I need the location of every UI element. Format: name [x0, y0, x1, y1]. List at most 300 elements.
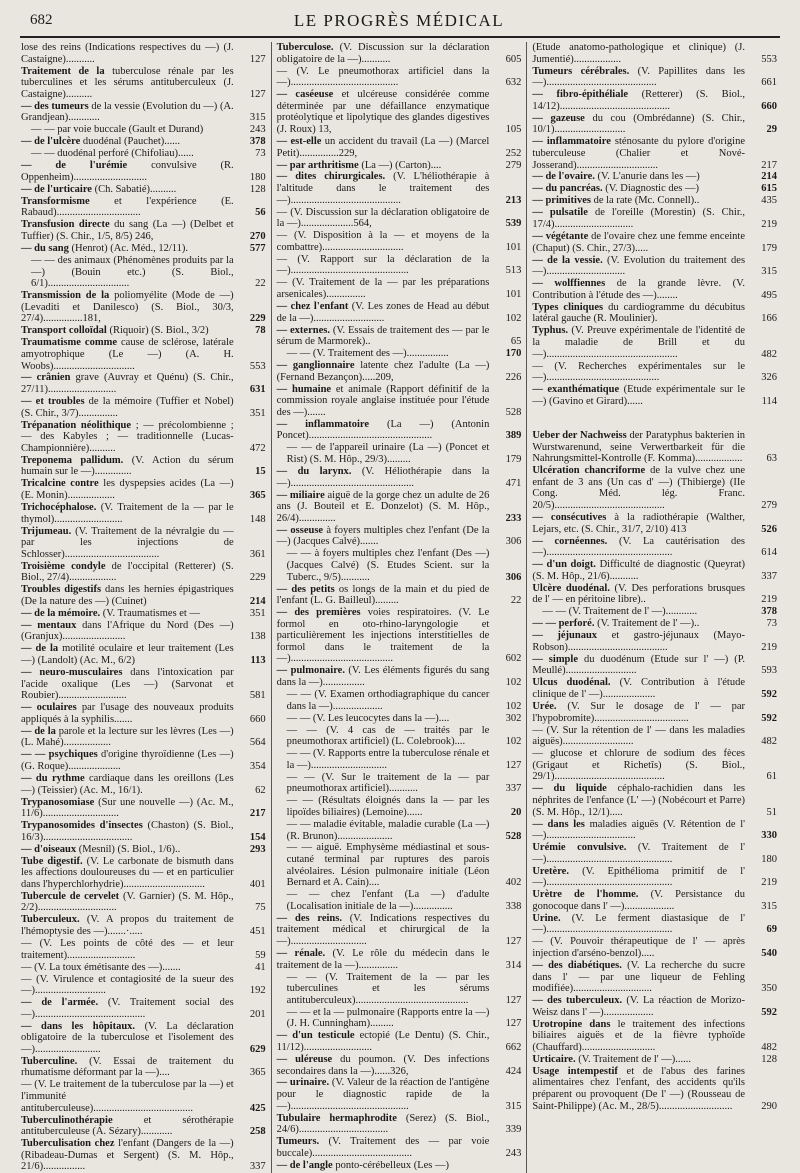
entry-page-number: 219 [761, 641, 778, 653]
entry-page-number: 338 [505, 900, 522, 912]
index-entry [21, 243, 266, 255]
entry-text [532, 89, 745, 112]
entry-text [277, 325, 490, 348]
entry-text [21, 502, 234, 525]
entry-heading: — miliaire [276, 489, 325, 501]
entry-body: d'origine thyroïdienne (Les —) (G. Roque).................... [21, 749, 234, 772]
entry-text [277, 42, 490, 65]
index-entry [277, 842, 522, 888]
entry-body: (V. Traumatismes et — [100, 607, 200, 619]
entry-body: (Etude anatomo-pathologique et clinique) (J. Jumentié).................. [532, 42, 746, 65]
entry-page-number: 306 [505, 536, 522, 548]
entry-text [287, 725, 490, 748]
entry-page-number: 279 [761, 500, 778, 511]
entry-page-number: 59 [255, 949, 266, 961]
index-entry [532, 42, 777, 65]
entry-text [287, 1007, 490, 1030]
entry-text [21, 620, 234, 643]
entry-body: (V. Discussion sur la déclaration obligatoire de la —)........... [276, 42, 490, 65]
entry-page-number: 226 [505, 371, 522, 383]
index-entry [532, 936, 777, 959]
entry-heading: — de l'urémie [21, 160, 128, 172]
entry-page-number: 615 [761, 183, 778, 195]
entry-page-number: 201 [249, 1008, 266, 1020]
entry-body: — — (V. 4 cas de — traités par le pneumothorax artificiel) (L. Colebrook).... [286, 724, 490, 748]
entry-text [277, 160, 490, 172]
entry-text [287, 795, 490, 818]
entry-body: (V. Diagnostic des —) [602, 183, 699, 195]
entry-page-number: 361 [249, 548, 266, 560]
entry-body: et ulcéreuse considérée comme déterminée par une défaillance enzymatique protéolytique et lipolytique des glandes digestives (J. Roux) 13, [276, 89, 490, 135]
entry-page-number: 293 [249, 843, 266, 855]
entry-page-number: 214 [249, 595, 266, 607]
entry-page-number: 217 [249, 808, 266, 820]
entry-body: (V. La cautérisation des —)................................................ [532, 535, 745, 559]
entry-body: — (V. Discussion sur la déclaration obligatoire de la —)....................564, [276, 206, 490, 230]
entry-page-number: 614 [761, 547, 778, 559]
index-entry [532, 195, 777, 207]
entry-heading: — des reins. [276, 912, 342, 924]
entry-body: motilité oculaire et leur traitement (Les —) (Landolt) (Ac. M., 6/2) [21, 643, 234, 667]
entry-page-number: 217 [761, 159, 778, 171]
entry-heading: — caséeuse [276, 89, 334, 101]
index-entry [532, 430, 777, 465]
entry-text [277, 665, 490, 688]
entry-heading: Tubulaire hermaphrodite [276, 1112, 397, 1124]
entry-text [532, 783, 745, 818]
entry-body: voies respiratoires. (V. Le formol en oto-rhino-laryngologie et particulièrement les injections interstitielles de formol dans le traitement de la —)....................................... [276, 607, 490, 665]
index-entry [21, 101, 266, 124]
entry-text [277, 490, 490, 525]
entry-text [21, 1021, 234, 1056]
entry-page-number: 378 [761, 606, 778, 618]
entry-page-number: 192 [249, 985, 266, 997]
entry-page-number: 219 [761, 594, 778, 606]
entry-text [31, 124, 234, 136]
index-entry [21, 1021, 266, 1056]
entry-heading: Transformisme [21, 195, 90, 207]
entry-heading: — et troubles [21, 396, 85, 408]
entry-heading: — des tumeurs [21, 100, 89, 112]
index-entry [21, 160, 266, 183]
entry-text [21, 1115, 234, 1138]
entry-heading: Usage intempestif [532, 1065, 618, 1077]
entry-text [21, 1056, 234, 1079]
index-entry [277, 772, 522, 795]
index-entry [21, 797, 266, 820]
index-entry [532, 66, 777, 89]
entry-body: — (V. Le traitement de la tuberculose par la —) et l'immunité antituberculeuse)...................................... [21, 1079, 234, 1114]
index-entry [532, 278, 777, 301]
entry-page-number: 61 [766, 771, 778, 783]
entry-body: ectopié (Le Dentu) (S. Chir., 11/12).......................... [276, 1030, 490, 1053]
entry-text [532, 465, 745, 511]
index-entry [21, 891, 266, 914]
entry-body: de la vulve chez une enfant de 3 ans (Un cas d' —) (Thibierge) (IIe Cong. Méd. lég. Franc. 20/5).......................................... [532, 465, 746, 511]
entry-text [21, 325, 234, 337]
index-entry [277, 889, 522, 912]
index-entry [277, 1030, 522, 1053]
entry-page-number: 378 [249, 136, 266, 148]
entry-page-number: 243 [505, 1147, 522, 1159]
index-entry [21, 124, 266, 136]
entry-page-number: 75 [255, 902, 266, 914]
entry-page-number: 233 [505, 512, 522, 524]
index-entry [277, 136, 522, 159]
entry-page-number: 229 [249, 313, 266, 325]
entry-body: l'enfant (Dangers de la —) (Ribadeau-Dumas et Sergent) (S. M. Hôp., 21/6)................ [21, 1138, 234, 1173]
index-entry [532, 748, 777, 783]
entry-page-number: 592 [761, 1006, 778, 1018]
entry-body: — — (V. Traitement de la — par les tuberculines et les sérums antituberculeux)........................................... [286, 971, 490, 1006]
entry-body: — (V. Recherches expérimentales sur le —)........................................... [532, 360, 746, 384]
entry-text [532, 302, 745, 325]
entry-text [21, 844, 234, 856]
index-entry [21, 42, 266, 65]
entry-page-number: 528 [505, 406, 522, 418]
index-entry [532, 630, 777, 653]
index-entry [532, 1019, 777, 1054]
entry-page-number: 78 [255, 325, 266, 337]
entry-heading: — d'oiseaux [21, 843, 77, 855]
entry-heading: — dites chirurgicales. [276, 171, 386, 183]
entry-body: (V. Le rôle du médecin dans le traitement de la —)............... [276, 948, 490, 971]
entry-body: parole et la lecture sur les lèvres (Les —) (L. Mahé).................. [21, 725, 234, 749]
entry-page-number: 472 [249, 442, 266, 454]
entry-text [21, 749, 234, 772]
entry-body: — — (V. Traitement des —)................ [286, 348, 449, 360]
entry-text [21, 243, 234, 255]
entry-text [287, 748, 490, 771]
entry-page-number: 351 [249, 407, 266, 419]
entry-text [542, 606, 745, 618]
entry-heading: — dans les [532, 818, 585, 830]
entry-body: du cou (Ombrédanne) (S. Chir., 10/1)........................... [532, 112, 746, 136]
entry-body: — (V. Sur la rétention de l' — dans les maladies aiguës)........................... [532, 724, 746, 748]
entry-page-number: 314 [505, 959, 522, 971]
entry-body: (V. Traitement de l' —)...... [575, 1053, 692, 1065]
entry-page-number: 553 [761, 53, 778, 65]
entry-heading: — osseuse [276, 524, 324, 536]
entry-body: et l'expérience (E. Rabaud)................................ [21, 195, 234, 219]
journal-title: LE PROGRÈS MÉDICAL [293, 11, 505, 30]
entry-body: dans l'Afrique du Nord (Des —) (Granjux)........................ [21, 619, 234, 643]
entry-page-number: 564 [249, 737, 266, 749]
entry-heading: Traumatisme comme [21, 337, 117, 349]
index-entry [532, 654, 777, 677]
entry-heading: — uléreuse [276, 1053, 333, 1065]
entry-body: (V. Le ferment diastasique de l' —)................................................ [532, 912, 746, 936]
entry-heading: Tube digestif. [21, 855, 83, 867]
entry-page-number: 128 [249, 183, 266, 195]
entry-text [287, 972, 490, 1007]
index-columns [12, 42, 786, 1173]
index-entry [21, 773, 266, 796]
index-entry [277, 725, 522, 748]
entry-body: — — et la — pulmonaire (Rapports entre la —) (J. H. Cunningham)......... [286, 1006, 490, 1030]
entry-page-number: 526 [761, 523, 778, 535]
entry-text [21, 420, 234, 455]
entry-page-number: 482 [761, 736, 778, 748]
entry-body: et gastro-jéjunaux (Mayo-Robson)...................................... [532, 630, 745, 653]
entry-page-number: 101 [505, 288, 522, 300]
entry-page-number: 258 [249, 1126, 266, 1138]
entry-text [21, 290, 234, 325]
entry-text [21, 1079, 234, 1114]
entry-heading: Tumeurs. [276, 1136, 320, 1148]
entry-page-number: 127 [249, 88, 266, 100]
entry-heading: Troisième condyle [21, 560, 106, 572]
entry-heading: Ulcération chancriforme [532, 465, 646, 477]
entry-text [277, 384, 490, 419]
entry-text [21, 608, 234, 620]
entry-body: (V. Persistance du gonocoque dans l' —)................... [532, 889, 746, 912]
entry-heading: — wolffiennes [532, 278, 606, 290]
entry-text [21, 773, 234, 796]
entry-body: (V. Valeur de la réaction de l'antigène pour le diagnostic rapide de la —)............................................. [276, 1077, 490, 1112]
entry-page-number: 279 [505, 159, 522, 171]
entry-heading: — gazeuse [532, 112, 585, 124]
entry-body: (V. Essai de traitement du rhumatisme déformant par la —).... [21, 1055, 234, 1079]
entry-text [532, 889, 745, 912]
index-entry [277, 525, 522, 548]
entry-body: le traitement des infections biliaires aiguës et de la fièvre typhoïde (Chauffard)............................ [532, 1018, 746, 1053]
entry-heading: — pulsatile [532, 207, 588, 219]
entry-body: (V. Indications respectives du traitement médical et chirurgical de la —)............................. [276, 912, 490, 948]
entry-text [532, 430, 745, 465]
entry-text [532, 183, 745, 195]
entry-page-number: 424 [505, 1065, 522, 1077]
index-entry [21, 420, 266, 455]
entry-heading: Urémie convulsive. [532, 842, 627, 854]
entry-body: (V. La déclaration obligatoire de la tuberculose et l'isolement des —)......................... [21, 1020, 234, 1055]
entry-heading: — externes. [276, 324, 330, 336]
entry-heading: Urticaire. [532, 1053, 576, 1065]
entry-body: (V. Epithélioma primitif de l' —)................................................ [532, 865, 746, 889]
entry-heading: — simple [532, 653, 578, 665]
entry-page-number: 661 [761, 77, 778, 89]
entry-page-number: 29 [766, 124, 778, 136]
entry-page-number: 69 [766, 924, 778, 936]
entry-body: tuberculose rénale par les tuberculines et les sérums antituberculeux (J. Castaigne).......... [21, 65, 234, 100]
entry-heading: Urètre de l'homme. [532, 889, 639, 901]
entry-page-number: 315 [761, 900, 778, 912]
entry-heading: — de l'ulcère [21, 136, 81, 148]
entry-page-number: 154 [249, 831, 266, 843]
index-entry [277, 301, 522, 324]
entry-text [532, 255, 745, 278]
index-entry [277, 466, 522, 489]
index-entry [532, 842, 777, 865]
entry-heading: Tumeurs cérébrales. [532, 65, 630, 77]
entry-heading: — pulmonaire. [276, 665, 345, 677]
entry-text [277, 1077, 490, 1112]
entry-text [287, 772, 490, 795]
index-entry [21, 749, 266, 772]
entry-body: — (V. Traitement de la — par les préparations arsenicales)............... [276, 277, 490, 300]
index-entry [21, 290, 266, 325]
entry-text [287, 348, 490, 360]
entry-body: — — aiguë. Emphysème médiastinal et sous-cutané terminal par ruptures des parois alvéolaires. Lésion pulmonaire initiale (Léon Bernard et A. Cain).... [286, 842, 490, 889]
entry-text [21, 643, 234, 666]
entry-text [21, 891, 234, 914]
entry-text [532, 384, 745, 407]
entry-text [277, 584, 490, 607]
entry-page-number: 270 [249, 231, 266, 243]
entry-page-number: 354 [249, 760, 266, 772]
index-entry [532, 512, 777, 535]
index-entry [532, 960, 777, 995]
entry-text [21, 914, 234, 937]
entry-heading: — inflammatoire [276, 418, 370, 430]
entry-page-number: 166 [761, 313, 778, 325]
entry-body: et sérothérapie antituberculeuse (A. Sézary)............ [21, 1114, 234, 1138]
entry-body: — (V. Rapport sur la déclaration de la —)............................................. [276, 253, 490, 277]
entry-page-number: 63 [766, 453, 778, 465]
entry-heading: — végétante [532, 231, 589, 243]
entry-body: — — des animaux (Phénomènes produits par la —) (Bouin etc.) (S. Biol., 6/1)............................... [31, 254, 234, 290]
entry-heading: Troubles digestifs [21, 584, 102, 596]
entry-page-number: 113 [250, 655, 266, 667]
entry-body: Difficulté de diagnostic (Queyrat) (S. M. Hôp., 21/6)........... [532, 559, 745, 582]
entry-body: (V. Traitement des — par voie buccale)...................................... [276, 1136, 490, 1159]
index-entry [277, 254, 522, 277]
entry-heading: — des diabétiques. [532, 959, 622, 971]
entry-page-number: 435 [761, 195, 778, 207]
index-entry [532, 136, 777, 171]
entry-body: (V. Traitement social des —).......................................... [21, 997, 234, 1020]
entry-body: ponto-cérébelleux (Les —) [332, 1159, 450, 1171]
entry-body: (V. Des perforations brusques de l' — en péritoine libre).. [532, 582, 746, 606]
entry-body: (Mesnil) (S. Biol., 1/6).. [76, 843, 181, 855]
index-entry [277, 1160, 522, 1172]
entry-heading: Treponema pallidum. [21, 454, 124, 466]
index-entry [277, 490, 522, 525]
entry-heading: Trypanosomiase [21, 796, 95, 808]
entry-body: — glucose et chlorure de sodium des fèces (Grigaut et Richetîs) (S. Biol., 29/1).......................................... [532, 748, 746, 783]
index-entry [277, 1077, 522, 1112]
entry-body: (V. Les éléments figurés du sang dans la —)................ [276, 665, 490, 689]
entry-page-number: 350 [761, 983, 778, 995]
entry-body: (V. Héliothérapie dans la —)............................................... [276, 466, 490, 489]
index-entry [21, 914, 266, 937]
entry-body: à foyers multiples chez l'enfant (De la —) (Jacques Calvé)....... [276, 524, 490, 548]
index-entry [277, 748, 522, 771]
entry-body: du cardiogramme du décubitus latéral gauche (R. Moulinier). [532, 301, 745, 325]
entry-page-number: 213 [505, 194, 522, 206]
entry-text [277, 607, 490, 665]
index-entry [277, 325, 522, 348]
entry-page-number: 660 [249, 713, 266, 725]
entry-body: — — (V. Les leucocytes dans la —).... [286, 712, 450, 724]
entry-text [21, 219, 234, 242]
entry-heading: — oculaires [21, 702, 77, 714]
index-entry [21, 997, 266, 1020]
entry-page-number: 127 [505, 936, 522, 948]
index-entry [532, 302, 777, 325]
index-entry [532, 725, 777, 748]
entry-heading: — urinaire. [276, 1077, 330, 1089]
index-entry [277, 948, 522, 971]
entry-body: — (V. Pouvoir thérapeutique de l' — après injection d'arséno-benzol)..... [532, 936, 746, 959]
entry-heading: — de la [21, 725, 56, 737]
entry-heading: Ulcus duodénal. [532, 677, 611, 689]
entry-body: cardiaque dans les oreillons (Les —) (Teissier) (Ac. M., 16/1). [21, 772, 234, 796]
entry-body: — (V. Le pneumothorax artificiel dans la —)......................................... [276, 65, 490, 89]
entry-body: (V. La recherche du sucre dans l' — par une liqueur de Fehling modifiée).............................. [532, 959, 746, 995]
entry-body: (La —) (Antonin Poncet)............................................... [276, 418, 490, 442]
entry-page-number: 102 [505, 677, 522, 689]
entry-heading: — de la [21, 643, 59, 655]
entry-text [277, 136, 490, 159]
entry-heading: — crânien [21, 372, 71, 384]
entry-body: lose des reins (Indications respectives du —) (J. Castaigne)........... [21, 42, 234, 65]
entry-page-number: 495 [761, 289, 778, 301]
index-entry [277, 689, 522, 712]
entry-heading: Trypanosomides d'insectes [21, 820, 143, 832]
entry-body: du sang (La —) (Delbet et Tuffier) (S. Chir., 1/5, 8/5) 246, [21, 219, 234, 243]
entry-body: — — chez l'enfant (La —) d'adulte (Localisation initiale de la —)............... [286, 889, 490, 912]
index-entry [21, 584, 266, 607]
entry-text [277, 466, 490, 489]
entry-text [21, 561, 234, 584]
entry-body: (V. Action du sérum humain sur le —).............. [21, 454, 234, 478]
entry-text [532, 559, 745, 582]
entry-heading: Trépanation néolithique [21, 419, 132, 431]
index-entry [532, 559, 777, 582]
entry-text [532, 819, 745, 842]
entry-body: os longs de la main et du pied de l'enfant (L. G. Bailleul)......... [276, 583, 490, 607]
entry-page-number: 22 [255, 278, 266, 290]
entry-heading: — d'un testicule [276, 1030, 355, 1042]
entry-heading: Uretère. [532, 865, 569, 877]
entry-text [277, 1136, 490, 1159]
entry-page-number: 402 [505, 877, 522, 889]
entry-text [277, 1054, 490, 1077]
entry-text [532, 66, 745, 89]
entry-text [31, 148, 234, 160]
index-entry [21, 196, 266, 219]
index-entry [277, 607, 522, 665]
index-entry [21, 526, 266, 561]
entry-page-number: 660 [761, 100, 778, 112]
entry-page-number: 365 [249, 489, 266, 501]
entry-body: (V. Traitement de l' —)................................................ [532, 842, 746, 865]
entry-body: — — (V. Sur le traitement de la — par pneumothorax artificiel)........... [286, 771, 490, 795]
entry-text [532, 1054, 745, 1066]
index-entry [532, 183, 777, 195]
entry-text [277, 1160, 490, 1172]
entry-heading: — consécutives [532, 511, 607, 523]
index-entry [532, 361, 777, 384]
entry-text [532, 171, 745, 183]
entry-text [21, 726, 234, 749]
entry-heading: Traitement de la [21, 65, 105, 77]
index-entry [532, 207, 777, 230]
entry-page-number: 605 [505, 53, 522, 65]
entry-body: et animale (Rapport définitif de la commission royale anglaise instituée pour l'étude des —)....... [276, 383, 490, 418]
entry-page-number: 351 [249, 607, 266, 619]
entry-body: — — (V. Examen orthodiagraphique du cancer dans la —)................... [286, 689, 490, 712]
entry-text [21, 101, 234, 124]
entry-heading: Transmission de la [21, 290, 110, 302]
entry-page-number: 302 [505, 712, 522, 724]
entry-heading: — chez l'enfant [276, 300, 349, 312]
entry-heading: — inflammatoire [532, 136, 611, 148]
index-entry [277, 171, 522, 206]
entry-body: de la rate (Mc. Connell).. [590, 195, 700, 207]
entry-heading: Tricalcine contre [21, 478, 99, 490]
